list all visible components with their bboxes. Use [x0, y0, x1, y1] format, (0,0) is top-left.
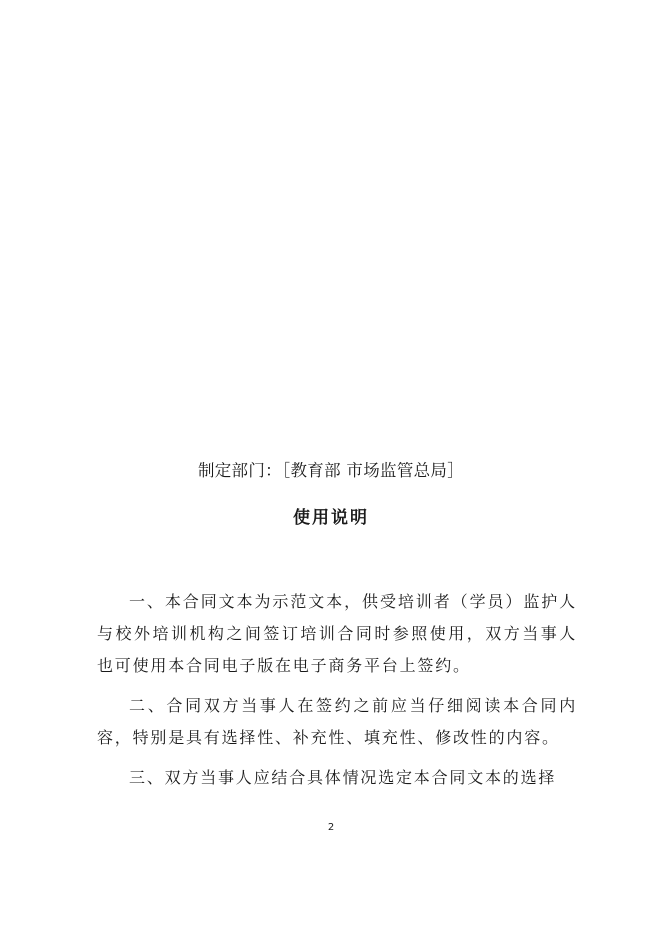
instruction-paragraph-3: 三、双方当事人应结合具体情况选定本合同文本的选择	[129, 768, 557, 787]
section-title: 使用说明	[293, 508, 369, 528]
instructions-body	[97, 586, 577, 802]
instruction-paragraph-2: 二、合同双方当事人在签约之前应当仔细阅读本合同内容，特别是具有选择性、补充性、填充性、修改性的内容。	[97, 696, 577, 747]
instruction-paragraph-1: 一、本合同文本为示范文本，供受培训者（学员）监护人与校外培训机构之间签订培训合同时参照使用，双方当事人也可使用本合同电子版在电子商务平台上签约。	[97, 592, 577, 675]
page-number: 2	[327, 822, 335, 833]
issuing-department: 制定部门：［教育部 市场监管总局］	[197, 461, 465, 480]
